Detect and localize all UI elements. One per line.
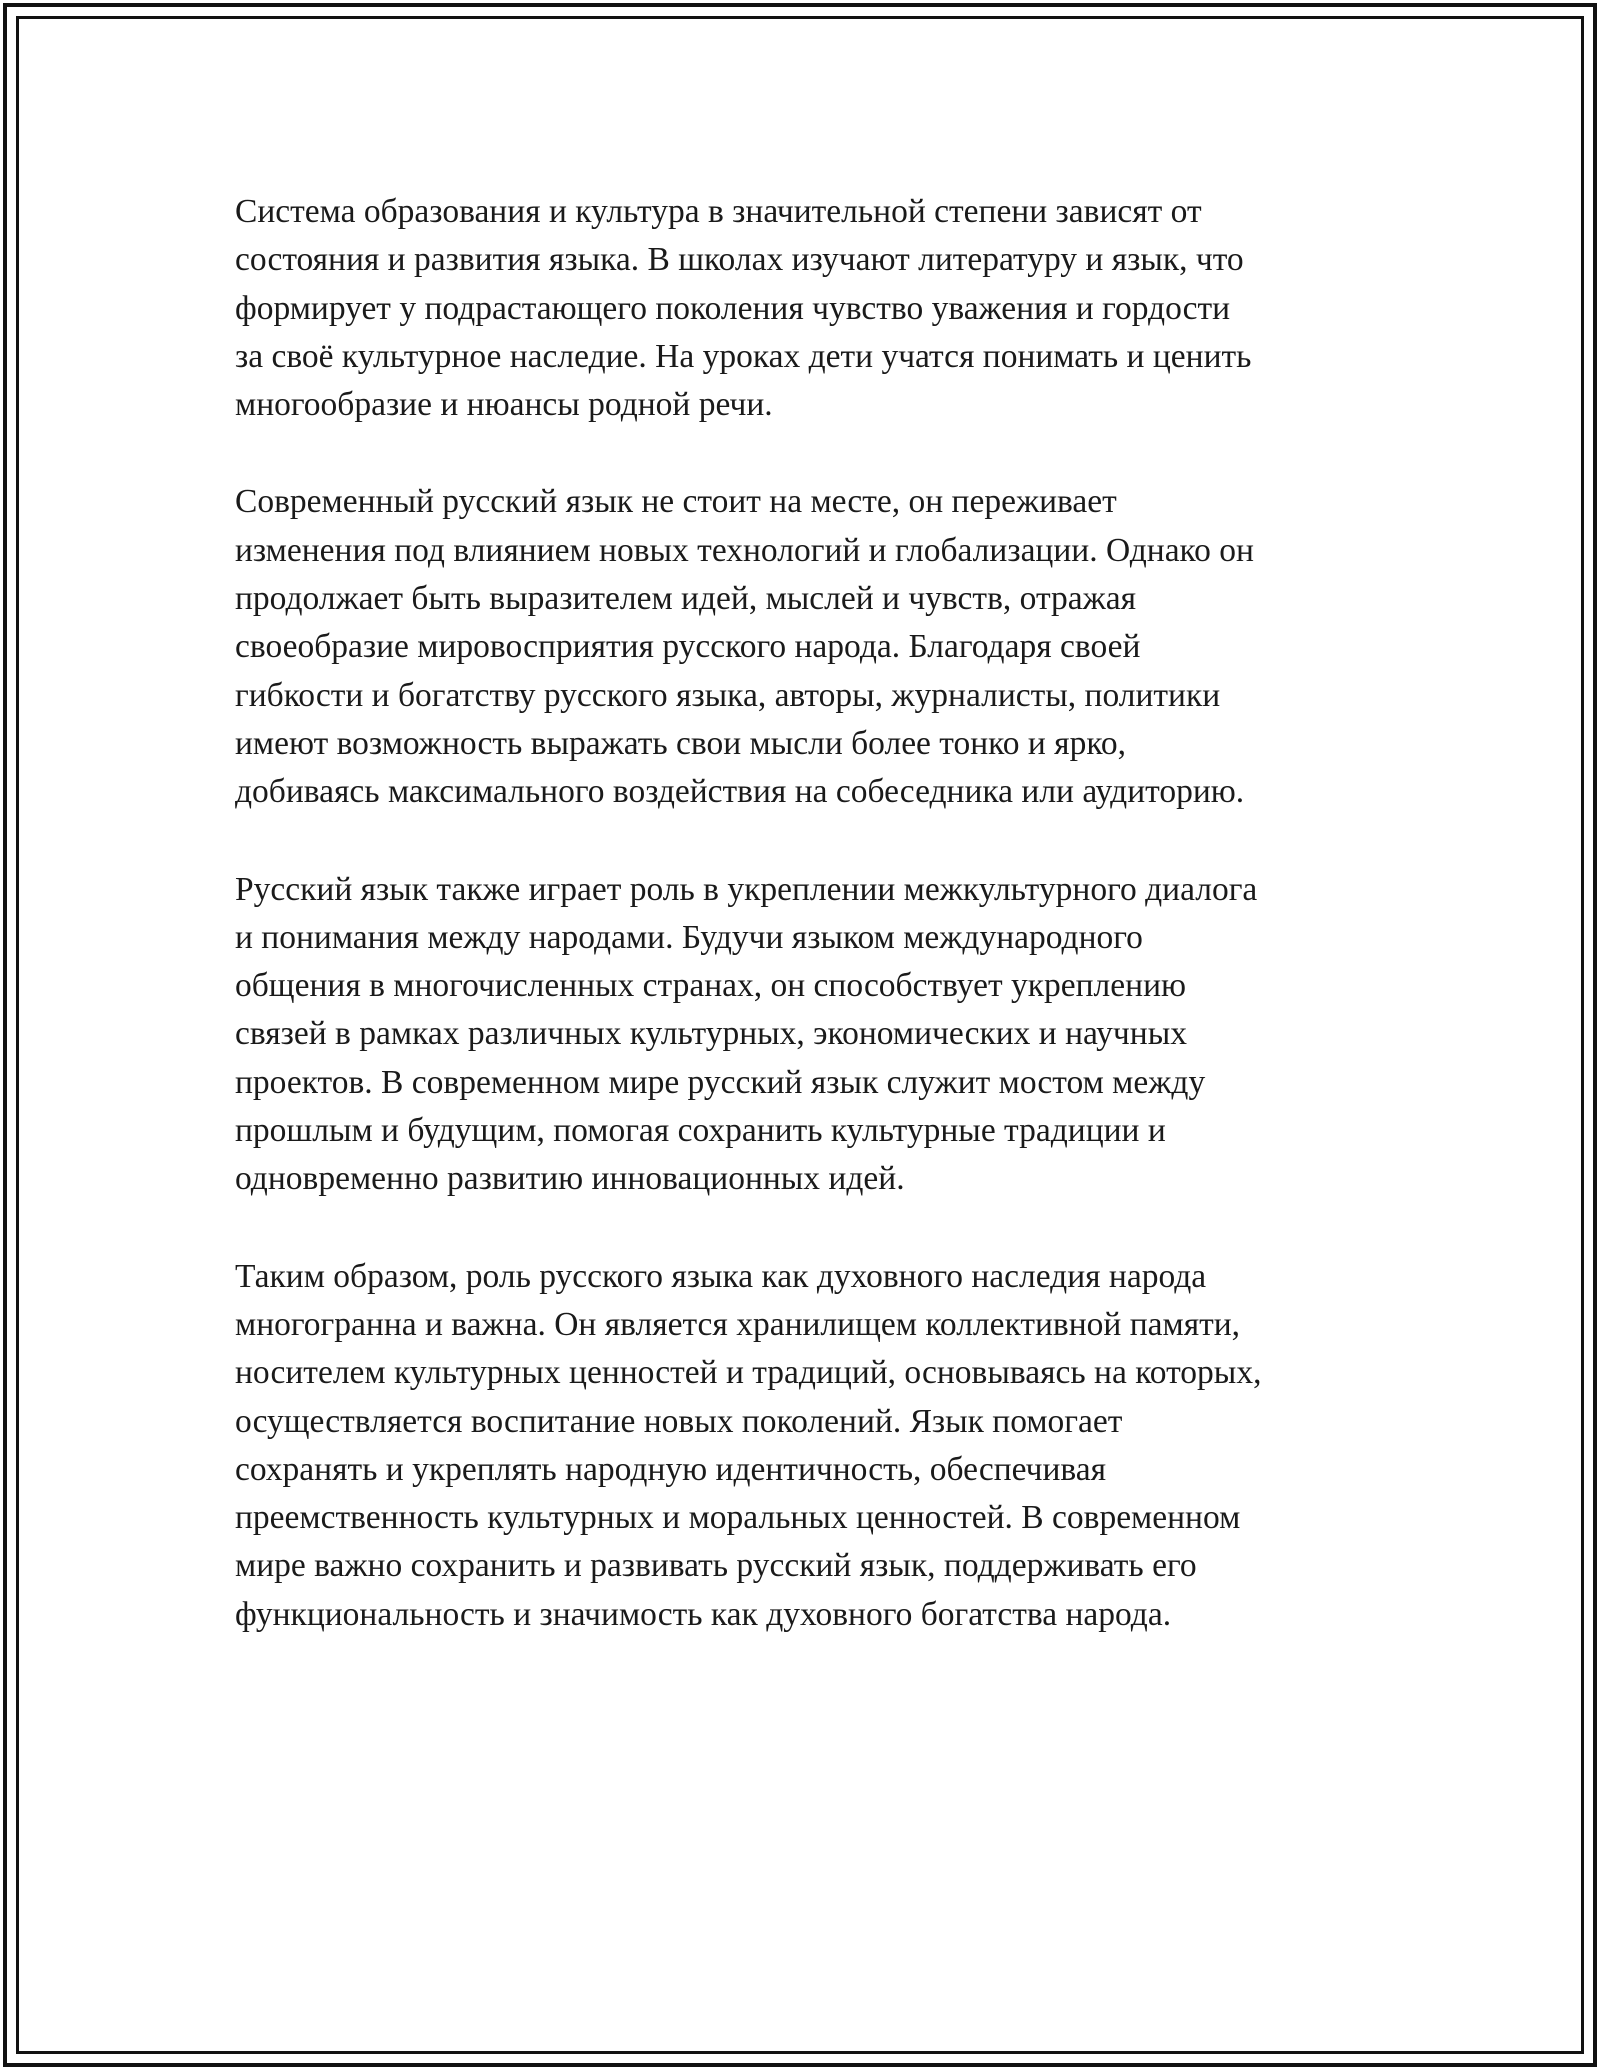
- text-line: многогранна и важна. Он является хранилищем коллективной памяти,: [235, 1305, 1241, 1343]
- text-line: и понимания между народами. Будучи языком международного: [235, 918, 1143, 956]
- text-line: Русский язык также играет роль в укреплении межкультурного диалога: [235, 870, 1258, 908]
- text-line: Современный русский язык не стоит на месте, он переживает: [235, 483, 1117, 521]
- text-line: преемственность культурных и моральных ценностей. В современном: [235, 1499, 1241, 1537]
- text-line: проектов. В современном мире русский язык служит мостом между: [235, 1063, 1206, 1101]
- text-line: осуществляется воспитание новых поколений. Язык помогает: [235, 1402, 1123, 1440]
- text-line: одновременно развитию инновационных идей.: [235, 1160, 905, 1198]
- text-line: мире важно сохранить и развивать русский язык, поддерживать его: [235, 1547, 1197, 1585]
- paragraph-3: [235, 866, 1375, 1204]
- text-line: продолжает быть выразителем идей, мыслей и чувств, отражая: [235, 580, 1137, 618]
- paragraph-1: [235, 188, 1375, 429]
- text-line: формирует у подрастающего поколения чувство уважения и гордости: [235, 289, 1231, 327]
- text-line: добиваясь максимального воздействия на собеседника или аудиторию.: [235, 773, 1245, 811]
- paragraph-2: [235, 478, 1375, 816]
- document-body: [235, 188, 1375, 1688]
- text-line: связей в рамках различных культурных, экономических и научных: [235, 1015, 1187, 1053]
- text-line: за своё культурное наследие. На уроках дети учатся понимать и ценить: [235, 337, 1252, 375]
- paragraph-4: [235, 1253, 1375, 1639]
- text-line: многообразие и нюансы родной речи.: [235, 386, 773, 424]
- text-line: носителем культурных ценностей и традиций, основываясь на которых,: [235, 1354, 1262, 1392]
- text-line: функциональность и значимость как духовного богатства народа.: [235, 1595, 1172, 1633]
- text-line: Система образования и культура в значительной степени зависят от: [235, 193, 1202, 230]
- text-line: изменения под влиянием новых технологий и глобализации. Однако он: [235, 531, 1254, 569]
- text-line: гибкости и богатству русского языка, авторы, журналисты, политики: [235, 676, 1221, 714]
- text-line: сохранять и укреплять народную идентичность, обеспечивая: [235, 1450, 1107, 1488]
- text-line: имеют возможность выражать свои мысли более тонко и ярко,: [235, 724, 1127, 762]
- text-line: состояния и развития языка. В школах изучают литературу и язык, что: [235, 241, 1244, 279]
- text-line: своеобразие мировосприятия русского народа. Благодаря своей: [235, 628, 1141, 666]
- text-line: Таким образом, роль русского языка как духовного наследия народа: [235, 1257, 1207, 1295]
- text-line: общения в многочисленных странах, он способствует укреплению: [235, 967, 1187, 1005]
- text-line: прошлым и будущим, помогая сохранить культурные традиции и: [235, 1112, 1166, 1150]
